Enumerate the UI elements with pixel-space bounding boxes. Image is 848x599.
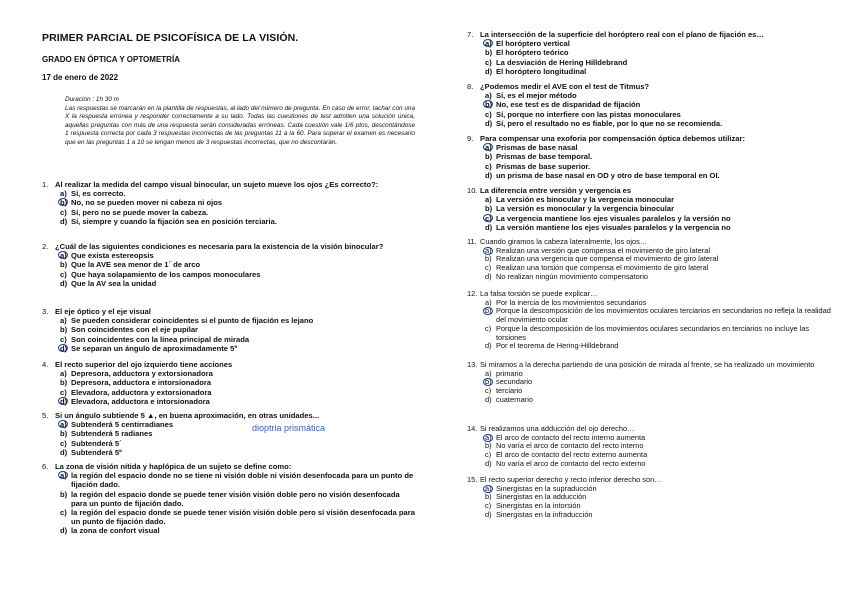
answer-option bbox=[480, 143, 837, 152]
instructions-text: Las respuestas se marcarán en la plantilla de respuestas, al lado del número de pregunta. En caso de error, tachar con una X la respuesta errónea y responder correctamente a su lado. Todas las cuestiones de test admiten una solución única, aquellas preguntas con más de una respuesta serán consideradas erróneas. Cada cuestión vale 1/6 ptos, descontándose 1 respuesta correcta por cada 3 respuestas incorrectas de las preguntas 11 a la 60. Para superar el examen es necesario que en las preguntas 1 a 10 se tengan menos de 3 respuestas incorrectas, que no descontarán. bbox=[65, 104, 415, 146]
answer-option bbox=[480, 378, 837, 387]
answer-options bbox=[55, 189, 417, 226]
answer-option bbox=[55, 217, 417, 226]
answer-option bbox=[55, 388, 417, 397]
question-number: 7. bbox=[467, 30, 474, 39]
option-text: El horóptero teórico bbox=[496, 48, 569, 58]
option-letter: c) bbox=[60, 269, 67, 279]
option-letter: a) bbox=[485, 245, 492, 255]
answer-options bbox=[55, 369, 417, 406]
question-number: 5. bbox=[42, 411, 49, 420]
question-number: 8. bbox=[467, 82, 474, 91]
option-text: Elevadora, adductora e intorsionadora bbox=[71, 396, 210, 406]
option-letter: c) bbox=[60, 438, 67, 448]
answer-options bbox=[480, 485, 837, 520]
question-number: 13. bbox=[467, 360, 478, 369]
option-text: Sinergistas en la supraducción bbox=[496, 483, 597, 493]
option-letter: d) bbox=[485, 458, 492, 468]
question-4 bbox=[42, 360, 417, 406]
option-letter: c) bbox=[60, 207, 67, 217]
option-text: La versión es monocular y la vergencia binocular bbox=[496, 204, 675, 214]
option-text: Son coincidentes con la línea principal de mirada bbox=[71, 334, 250, 344]
answer-option bbox=[55, 325, 417, 334]
answer-option bbox=[480, 204, 837, 213]
option-letter: b) bbox=[485, 204, 493, 214]
option-letter: d) bbox=[485, 118, 493, 128]
answer-option bbox=[55, 508, 417, 526]
question-stem: El recto superior del ojo izquierdo tiene acciones bbox=[55, 360, 233, 369]
question-2 bbox=[42, 242, 417, 288]
answer-option bbox=[480, 460, 837, 469]
question-number: 2. bbox=[42, 242, 49, 251]
option-text: Subtenderá 5 centirradianes bbox=[71, 420, 174, 430]
option-letter: c) bbox=[485, 213, 492, 223]
answer-option bbox=[480, 110, 837, 119]
option-letter: a) bbox=[485, 368, 492, 378]
answer-option bbox=[55, 490, 417, 508]
option-text: Realizan una vergencia que compensa el movimiento de giro lateral bbox=[496, 254, 719, 264]
question-number: 10. bbox=[467, 186, 478, 195]
option-letter: c) bbox=[485, 109, 492, 119]
option-letter: d) bbox=[60, 216, 68, 226]
option-text: Sí, es correcto. bbox=[71, 189, 126, 199]
option-text: Porque la descomposición de los movimientos oculares secundarios en terciarios no incluye las torsiones bbox=[496, 323, 810, 342]
question-stem: La falsa torsión se puede explicar… bbox=[480, 289, 598, 298]
answer-option bbox=[480, 48, 837, 57]
option-text: primario bbox=[496, 368, 523, 378]
option-letter: a) bbox=[60, 369, 67, 379]
option-letter: d) bbox=[60, 526, 68, 536]
option-text: Prismas de base nasal bbox=[496, 143, 578, 153]
answer-option bbox=[55, 397, 417, 406]
option-text: Sinergistas en la adducción bbox=[496, 492, 587, 502]
option-text: Sinergistas en la intorsión bbox=[496, 501, 581, 511]
option-text: Depresora, adductora y extorsionadora bbox=[71, 369, 213, 379]
option-letter: c) bbox=[485, 501, 492, 511]
answer-option bbox=[55, 429, 417, 438]
question-number: 9. bbox=[467, 134, 474, 143]
handwritten-note: dioptria prismática bbox=[252, 423, 326, 433]
question-number: 15. bbox=[467, 475, 478, 484]
option-letter: a) bbox=[60, 471, 67, 481]
question-number: 4. bbox=[42, 360, 49, 369]
option-letter: b) bbox=[485, 48, 493, 58]
answer-option bbox=[480, 39, 837, 48]
option-letter: a) bbox=[485, 91, 492, 101]
answer-option bbox=[480, 152, 837, 161]
question-number: 3. bbox=[42, 307, 49, 316]
answer-option bbox=[480, 67, 837, 76]
option-text: Que haya solapamiento de los campos monoculares bbox=[71, 269, 261, 279]
option-text: No varía el arco de contacto del recto interno bbox=[496, 441, 644, 451]
question-10 bbox=[467, 186, 837, 232]
answer-option bbox=[480, 162, 837, 171]
answer-option bbox=[55, 420, 417, 429]
question-number: 12. bbox=[467, 289, 478, 298]
answer-options bbox=[55, 251, 417, 288]
option-letter: c) bbox=[60, 508, 67, 518]
option-text: secundario bbox=[496, 377, 533, 387]
question-stem: Si un ángulo subtiende 5 ▲, en buena aproximación, en otras unidades... bbox=[55, 411, 320, 420]
option-letter: a) bbox=[485, 143, 492, 153]
answer-option bbox=[480, 91, 837, 100]
question-number: 14. bbox=[467, 424, 478, 433]
option-letter: d) bbox=[485, 509, 492, 519]
option-letter: d) bbox=[60, 447, 68, 457]
answer-option bbox=[55, 208, 417, 217]
option-text: El horóptero vertical bbox=[496, 39, 570, 49]
answer-options bbox=[480, 39, 837, 76]
option-letter: b) bbox=[60, 489, 68, 499]
question-stem: La intersección de la superficie del horóptero real con el plano de fijación es… bbox=[480, 30, 764, 39]
question-5 bbox=[42, 411, 417, 457]
option-letter: d) bbox=[485, 394, 492, 404]
option-text: Se separan un ángulo de aproximadamente 5º bbox=[71, 343, 238, 353]
answer-options bbox=[480, 370, 837, 405]
option-text: El horóptero longitudinal bbox=[496, 66, 587, 76]
answer-options bbox=[55, 420, 417, 457]
option-text: No varía el arco de contacto del recto externo bbox=[496, 458, 646, 468]
option-text: Prismas de base temporal. bbox=[496, 152, 593, 162]
answer-options bbox=[480, 434, 837, 469]
option-text: la región del espacio donde se puede tener visión visión doble pero sí visión desenfocada para un punto de fijación dado. bbox=[71, 508, 415, 527]
option-text: El arco de contacto del recto externo aumenta bbox=[496, 450, 648, 460]
option-letter: b) bbox=[485, 377, 492, 387]
option-letter: b) bbox=[60, 325, 68, 335]
page-subtitle: GRADO EN ÓPTICA Y OPTOMETRÍA bbox=[42, 55, 180, 64]
question-stem: ¿Podemos medir el AVE con el test de Titmus? bbox=[480, 82, 650, 91]
answer-option bbox=[480, 342, 837, 351]
option-text: La desviación de Hering Hilldebrand bbox=[496, 57, 628, 67]
option-text: Se pueden considerar coincidentes si el punto de fijación es lejano bbox=[71, 316, 314, 326]
option-text: un prisma de base nasal en OD y otro de base temporal en OI. bbox=[496, 170, 720, 180]
option-text: Realizan una versión que compensa el movimiento de giro lateral bbox=[496, 245, 711, 255]
option-text: la región del espacio donde se puede tener visión visión doble pero no visión desenfocada para un punto de fijación dado. bbox=[71, 489, 400, 508]
answer-option bbox=[55, 369, 417, 378]
option-letter: d) bbox=[60, 396, 68, 406]
question-stem: El eje óptico y el eje visual bbox=[55, 307, 151, 316]
answer-options bbox=[480, 195, 837, 232]
instructions bbox=[65, 96, 415, 148]
question-stem: Cuando giramos la cabeza lateralmente, los ojos… bbox=[480, 237, 648, 246]
question-12 bbox=[467, 290, 837, 351]
option-text: Sí, siempre y cuando la fijación sea en posición terciaria. bbox=[71, 216, 277, 226]
answer-option bbox=[480, 396, 837, 405]
option-letter: a) bbox=[485, 432, 492, 442]
option-letter: a) bbox=[60, 251, 67, 261]
option-letter: b) bbox=[485, 441, 492, 451]
answer-option bbox=[480, 195, 837, 204]
question-6 bbox=[42, 462, 417, 536]
question-number: 1. bbox=[42, 180, 49, 189]
question-stem: La diferencia entre versión y vergencia es bbox=[480, 186, 632, 195]
question-13 bbox=[467, 361, 837, 405]
option-text: No, no se pueden mover ni cabeza ni ojos bbox=[71, 198, 223, 208]
option-letter: d) bbox=[60, 343, 68, 353]
question-11 bbox=[467, 238, 837, 282]
option-text: Sí, porque no interfiere con las pistas monoculares bbox=[496, 109, 681, 119]
answer-option bbox=[55, 344, 417, 353]
answer-option bbox=[55, 316, 417, 325]
option-text: No, ese test es de disparidad de fijación bbox=[496, 100, 641, 110]
option-text: Subtenderá 5´ bbox=[71, 438, 122, 448]
option-text: Depresora, adductora e intorsionadora bbox=[71, 378, 212, 388]
answer-options bbox=[480, 247, 837, 282]
option-text: Son coincidentes con el eje pupilar bbox=[71, 325, 199, 335]
option-letter: a) bbox=[485, 297, 492, 307]
question-9 bbox=[467, 134, 837, 180]
option-text: Sí, es el mejor método bbox=[496, 91, 577, 101]
option-letter: c) bbox=[485, 57, 492, 67]
answer-option bbox=[55, 526, 417, 535]
option-letter: c) bbox=[485, 450, 492, 460]
option-letter: c) bbox=[60, 387, 67, 397]
option-text: La versión es binocular y la vergencia monocular bbox=[496, 195, 675, 205]
answer-option bbox=[55, 378, 417, 387]
option-text: Que la AVE sea menor de 1´ de arco bbox=[71, 260, 201, 270]
answer-options bbox=[55, 316, 417, 353]
option-letter: b) bbox=[485, 254, 492, 264]
option-letter: c) bbox=[485, 386, 492, 396]
option-letter: b) bbox=[485, 306, 492, 316]
answer-option bbox=[55, 198, 417, 207]
question-stem: Si realizamos una adducción del ojo derecho… bbox=[480, 424, 635, 433]
option-text: Que exista estereopsis bbox=[71, 251, 154, 261]
answer-option bbox=[480, 223, 837, 232]
answer-option bbox=[55, 448, 417, 457]
option-text: Elevadora, adductora y extorsionadora bbox=[71, 387, 212, 397]
option-letter: d) bbox=[485, 341, 492, 351]
option-text: Subtenderá 5 radianes bbox=[71, 429, 153, 439]
question-stem: Para compensar una exoforia por compensación óptica debemos utilizar: bbox=[480, 134, 746, 143]
option-letter: c) bbox=[60, 334, 67, 344]
answer-option bbox=[480, 119, 837, 128]
duration-text: Duración : 1h 30 m bbox=[65, 96, 119, 103]
question-stem: Si miramos a la derecha partiendo de una posición de mirada al frente, se ha realizado un movimiento bbox=[480, 360, 815, 369]
answer-option bbox=[55, 279, 417, 288]
option-text: cuaternario bbox=[496, 394, 533, 404]
option-letter: b) bbox=[485, 492, 492, 502]
question-3 bbox=[42, 307, 417, 353]
question-14 bbox=[467, 425, 837, 469]
option-text: La vergencia mantiene los ejes visuales paralelos y la versión no bbox=[496, 213, 731, 223]
option-letter: c) bbox=[485, 263, 492, 273]
option-letter: b) bbox=[60, 260, 68, 270]
answer-option bbox=[55, 270, 417, 279]
option-letter: a) bbox=[485, 195, 492, 205]
option-text: Por la inercia de los movimientos secundarios bbox=[496, 297, 647, 307]
answer-option bbox=[480, 171, 837, 180]
answer-option bbox=[55, 439, 417, 448]
option-letter: d) bbox=[485, 271, 492, 281]
answer-option bbox=[55, 251, 417, 260]
option-letter: a) bbox=[60, 420, 67, 430]
option-letter: c) bbox=[485, 161, 492, 171]
question-stem: La zona de visión nítida y haplópica de un sujeto se define como: bbox=[55, 462, 292, 471]
answer-option bbox=[55, 189, 417, 198]
option-letter: d) bbox=[485, 66, 493, 76]
option-letter: a) bbox=[60, 316, 67, 326]
answer-option bbox=[480, 387, 837, 396]
question-1 bbox=[42, 180, 417, 226]
option-letter: a) bbox=[60, 189, 67, 199]
option-letter: b) bbox=[485, 152, 493, 162]
option-text: Sí, pero el resultado no es fiable, por lo que no se recomienda. bbox=[496, 118, 723, 128]
option-letter: b) bbox=[60, 429, 68, 439]
option-text: No realizan ningún movimiento compensatorio bbox=[496, 271, 648, 281]
option-text: El arco de contacto del recto interno aumenta bbox=[496, 432, 646, 442]
answer-option bbox=[480, 307, 837, 324]
answer-options bbox=[480, 91, 837, 128]
option-letter: b) bbox=[485, 100, 493, 110]
answer-option bbox=[480, 214, 837, 223]
option-text: Porque la descomposición de los movimientos oculares terciarios en secundarios no refleja la realidad del movimiento ocular bbox=[496, 306, 831, 325]
answer-option bbox=[480, 325, 837, 342]
option-text: Que la AV sea la unidad bbox=[71, 278, 157, 288]
option-letter: b) bbox=[60, 378, 68, 388]
option-text: la región del espacio donde no se tiene ni visión doble ni visión desenfocada para un punto de fijación dado. bbox=[71, 471, 414, 490]
question-8 bbox=[467, 82, 837, 128]
option-text: Realizan una torsión que compensa el movimiento de giro lateral bbox=[496, 263, 709, 273]
answer-option bbox=[55, 471, 417, 489]
answer-option bbox=[55, 335, 417, 344]
option-text: Sinergistas en la infraducción bbox=[496, 509, 593, 519]
option-text: la zona de confort visual bbox=[71, 526, 160, 536]
answer-option bbox=[480, 511, 837, 520]
option-letter: d) bbox=[60, 278, 68, 288]
question-15 bbox=[467, 476, 837, 520]
option-letter: a) bbox=[485, 483, 492, 493]
question-stem: El recto superior derecho y recto inferior derecho son… bbox=[480, 475, 662, 484]
answer-option bbox=[55, 260, 417, 269]
option-text: Prismas de base superior. bbox=[496, 161, 591, 171]
question-stem: ¿Cuál de las siguientes condiciones es necesaria para la existencia de la visión binocular? bbox=[55, 242, 384, 251]
answer-options bbox=[480, 299, 837, 351]
option-text: Por el teorema de Hering-Hilldebrand bbox=[496, 341, 619, 351]
answer-option bbox=[480, 100, 837, 109]
option-letter: b) bbox=[60, 198, 68, 208]
answer-option bbox=[480, 58, 837, 67]
answer-option bbox=[480, 273, 837, 282]
exam-date: 17 de enero de 2022 bbox=[42, 73, 119, 82]
option-text: Sí, pero no se puede mover la cabeza. bbox=[71, 207, 209, 217]
answer-option bbox=[480, 370, 837, 379]
option-letter: d) bbox=[485, 222, 493, 232]
option-letter: d) bbox=[485, 170, 493, 180]
option-text: La versión mantiene los ejes visuales paralelos y la vergencia no bbox=[496, 222, 731, 232]
option-letter: a) bbox=[485, 39, 492, 49]
option-text: terciario bbox=[496, 386, 523, 396]
question-stem: Al realizar la medida del campo visual binocular, un sujeto mueve los ojos ¿Es correcto?: bbox=[55, 180, 379, 189]
answer-options bbox=[55, 471, 417, 535]
question-number: 6. bbox=[42, 462, 49, 471]
page-title: PRIMER PARCIAL DE PSICOFÍSICA DE LA VISIÓN. bbox=[42, 32, 299, 44]
answer-options bbox=[480, 143, 837, 180]
question-7 bbox=[467, 30, 837, 76]
option-text: Subtenderá 5º bbox=[71, 447, 122, 457]
question-number: 11. bbox=[467, 237, 477, 246]
option-letter: c) bbox=[485, 323, 492, 333]
